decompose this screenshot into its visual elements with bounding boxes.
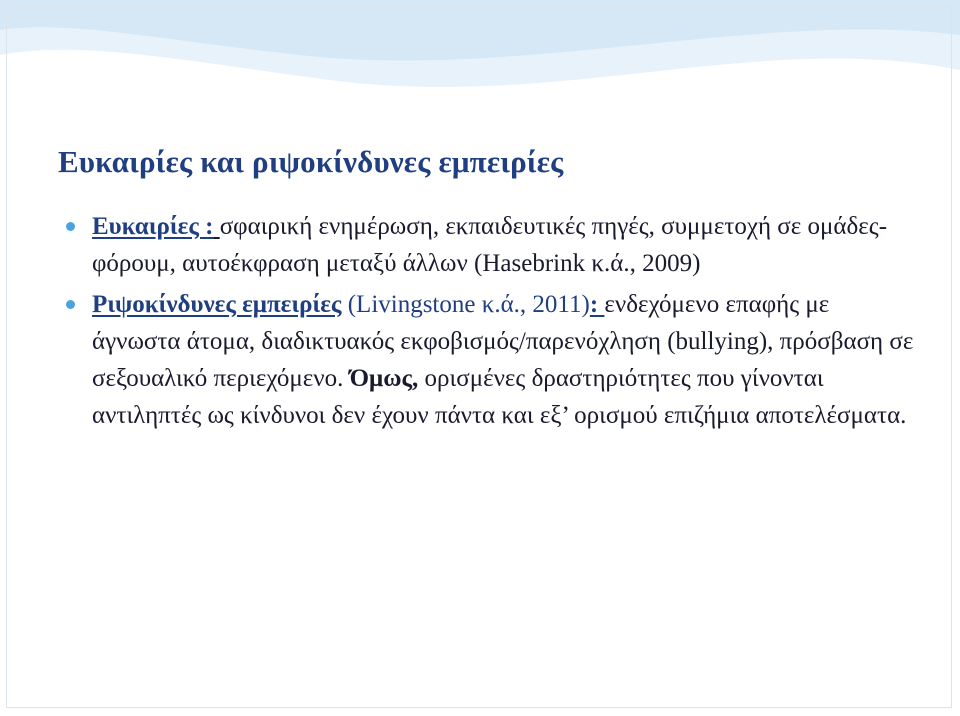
opportunities-text: σφαιρική ενημέρωση, εκπαιδευτικές πηγές, συμμετοχή σε ομάδες- φόρουμ, αυτοέκφραση μεταξύ άλλων (Hasebrink κ.ά., 2009) [92,213,888,277]
risks-colon: : [589,291,605,318]
risks-text-before: ενδεχόμενο επαφής με άγνωστα άτομα, διαδικτυακός εκφοβισμός/παρενόχληση (bullying), πρόσβαση σε σεξουαλικό περιεχόμενο. [92,291,914,392]
risks-text-after: ορισμένες δραστηριότητες που γίνονται αντιληπτές ως κίνδυνοι δεν έχουν πάντα και εξ’ ορισμού επιζήμια αποτελέσματα. [92,365,907,429]
bullet-list [64,208,924,434]
risks-label: Ριψοκίνδυνες εμπειρίες [92,291,342,318]
bullet-dot-icon [66,222,75,231]
bullet-risks [64,286,924,434]
opportunities-label: Ευκαιρίες : [92,213,214,240]
slide-title: Ευκαιρίες και ριψοκίνδυνες εμπειρίες [58,144,564,179]
bullet-dot-icon [66,300,75,309]
risks-citation: (Livingstone κ.ά., 2011) [341,291,590,318]
risks-emphasis: Όμως, [349,365,419,392]
bullet-opportunities [64,208,924,282]
